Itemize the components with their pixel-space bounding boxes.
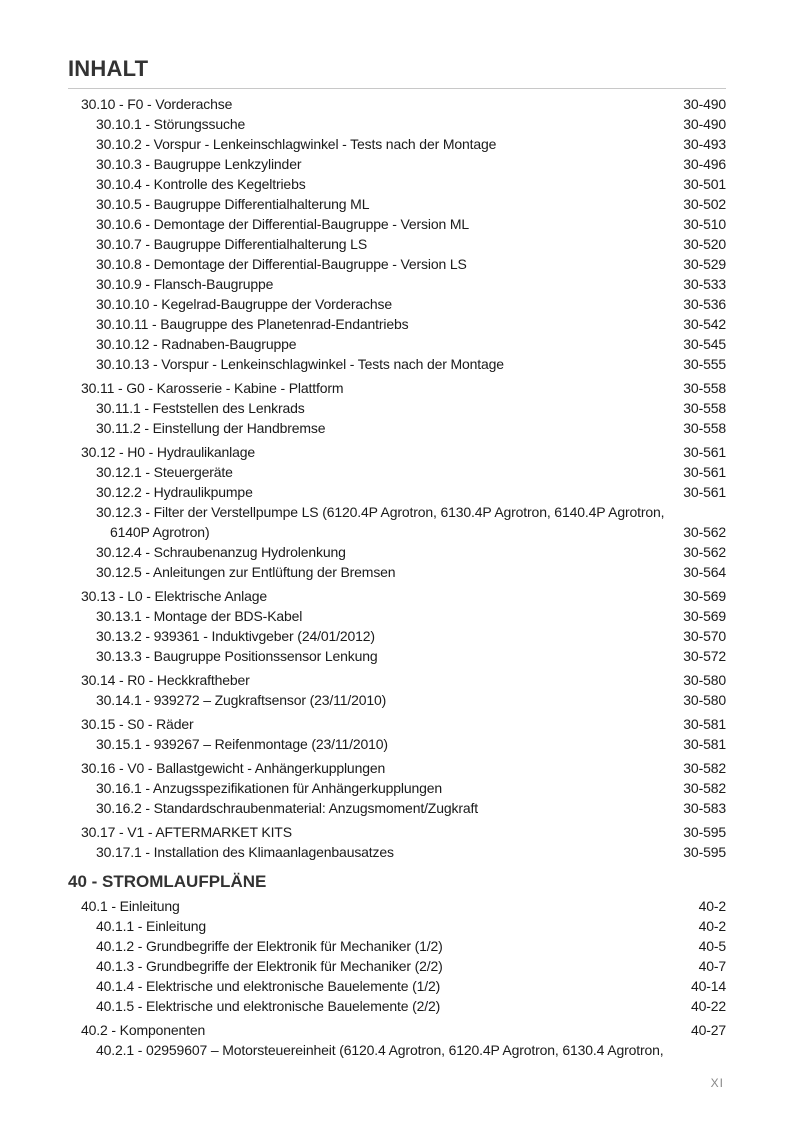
toc-entry-page: 30-582 bbox=[683, 760, 726, 776]
toc-entry-page: 30-562 bbox=[683, 524, 726, 540]
toc-entry[interactable] bbox=[0, 606, 794, 626]
toc-entry-title: 30.17 - V1 - AFTERMARKET KITS bbox=[81, 824, 292, 840]
toc-entry-title: 30.11.2 - Einstellung der Handbremse bbox=[96, 420, 326, 436]
toc-entry[interactable] bbox=[0, 798, 794, 818]
toc-entry-page: 40-2 bbox=[698, 918, 726, 934]
toc-entry[interactable] bbox=[0, 462, 794, 482]
toc-entry-title: 30.11.1 - Feststellen des Lenkrads bbox=[96, 400, 305, 416]
toc-entry-title: 30.10.8 - Demontage der Differential-Baugruppe - Version LS bbox=[96, 256, 467, 272]
toc-entry[interactable] bbox=[0, 690, 794, 710]
toc-entry-title: 30.10.9 - Flansch-Baugruppe bbox=[96, 276, 274, 292]
toc-entry-title: 30.10.4 - Kontrolle des Kegeltriebs bbox=[96, 176, 306, 192]
toc-entry[interactable] bbox=[0, 502, 794, 522]
toc-entry-title: 40.1.1 - Einleitung bbox=[96, 918, 207, 934]
toc-entry-title: 30.10.13 - Vorspur - Lenkeinschlagwinkel - Tests nach der Montage bbox=[96, 356, 504, 372]
toc-entry-title: 30.13.3 - Baugruppe Positionssensor Lenkung bbox=[96, 648, 378, 664]
toc-section-entry[interactable] bbox=[0, 714, 794, 734]
toc-entry[interactable] bbox=[0, 214, 794, 234]
toc-entry-page: 30-580 bbox=[683, 692, 726, 708]
toc-entry-page: 30-583 bbox=[683, 800, 726, 816]
toc-entry-page: 30-529 bbox=[683, 256, 726, 272]
toc-entry-page: 40-14 bbox=[690, 978, 726, 994]
toc-entry-title: 30.10.11 - Baugruppe des Planetenrad-Endantriebs bbox=[96, 316, 409, 332]
toc-entry-title: 30.12 - H0 - Hydraulikanlage bbox=[81, 444, 256, 460]
toc-entry-title: 40.1.4 - Elektrische und elektronische Bauelemente (1/2) bbox=[96, 978, 441, 994]
toc-entry-title: 30.13 - L0 - Elektrische Anlage bbox=[81, 588, 268, 604]
toc-entry-page: 30-570 bbox=[683, 628, 726, 644]
toc-entry[interactable] bbox=[0, 134, 794, 154]
toc-entry-page: 40-5 bbox=[698, 938, 726, 954]
toc-entry-page: 30-595 bbox=[683, 844, 726, 860]
toc-entry[interactable] bbox=[0, 956, 794, 976]
toc-entry-title: 30.16 - V0 - Ballastgewicht - Anhängerkupplungen bbox=[81, 760, 386, 776]
page-heading: INHALT bbox=[68, 56, 149, 81]
toc-entry-page: 30-555 bbox=[683, 356, 726, 372]
toc-entry-page: 40-22 bbox=[690, 998, 726, 1014]
toc-entry-title: 30.10.1 - Störungssuche bbox=[96, 116, 246, 132]
toc-section-entry[interactable] bbox=[0, 896, 794, 916]
toc-entry-title: 30.12.1 - Steuergeräte bbox=[96, 464, 233, 480]
toc-entry-page: 30-501 bbox=[683, 176, 726, 192]
toc-entry-title: 40.1.2 - Grundbegriffe der Elektronik für Mechaniker (1/2) bbox=[96, 938, 443, 954]
toc-entry-title: 30.13.2 - 939361 - Induktivgeber (24/01/2012) bbox=[96, 628, 375, 644]
toc-entry[interactable] bbox=[0, 734, 794, 754]
toc-entry[interactable] bbox=[0, 294, 794, 314]
heading-divider bbox=[68, 88, 726, 89]
toc-entry-page: 30-542 bbox=[683, 316, 726, 332]
toc-entry-title: 30.16.1 - Anzugsspezifikationen für Anhängerkupplungen bbox=[96, 780, 443, 796]
toc-entry[interactable] bbox=[0, 174, 794, 194]
toc-entry-page: 30-569 bbox=[683, 608, 726, 624]
toc-entry-page: 30-572 bbox=[683, 648, 726, 664]
toc-entry-page: 30-564 bbox=[683, 564, 726, 580]
toc-entry-page: 30-580 bbox=[683, 672, 726, 688]
toc-entry-page: 30-569 bbox=[683, 588, 726, 604]
toc-entry-title: 30.10.6 - Demontage der Differential-Baugruppe - Version ML bbox=[96, 216, 469, 232]
toc-entry-page: 30-595 bbox=[683, 824, 726, 840]
toc-entry-title: 30.12.3 - Filter der Verstellpumpe LS (6120.4P Agrotron, 6130.4P Agrotron, 6140.4P Agrotron, bbox=[96, 504, 665, 520]
toc-entry-page: 30-561 bbox=[683, 464, 726, 480]
toc-entry-title: 6140P Agrotron) bbox=[110, 524, 210, 540]
toc-entry[interactable] bbox=[0, 996, 794, 1016]
toc-entry-page: 30-493 bbox=[683, 136, 726, 152]
toc-section-entry[interactable] bbox=[0, 378, 794, 398]
toc-entry[interactable] bbox=[0, 646, 794, 666]
toc-entry-title: 30.14 - R0 - Heckkraftheber bbox=[81, 672, 250, 688]
toc-entry-title: 30.12.2 - Hydraulikpumpe bbox=[96, 484, 253, 500]
toc-entry-page: 30-562 bbox=[683, 544, 726, 560]
toc-entry-page: 30-581 bbox=[683, 736, 726, 752]
toc-entry-title: 30.14.1 - 939272 – Zugkraftsensor (23/11/2010) bbox=[96, 692, 387, 708]
toc-entry-page: 30-582 bbox=[683, 780, 726, 796]
toc-entry[interactable] bbox=[0, 778, 794, 798]
toc-entry[interactable] bbox=[0, 334, 794, 354]
toc-entry-title: 30.15.1 - 939267 – Reifenmontage (23/11/2010) bbox=[96, 736, 388, 752]
toc-entry-title: 40.1 - Einleitung bbox=[81, 898, 180, 914]
toc-entry[interactable] bbox=[0, 542, 794, 562]
toc-section-entry[interactable] bbox=[0, 822, 794, 842]
toc-entry-page: 30-558 bbox=[683, 400, 726, 416]
toc-entry-title: 30.10.2 - Vorspur - Lenkeinschlagwinkel - Tests nach der Montage bbox=[96, 136, 497, 152]
toc-section-entry[interactable] bbox=[0, 670, 794, 690]
toc-entry-page: 30-490 bbox=[683, 96, 726, 112]
toc-entry-title: 30.15 - S0 - Räder bbox=[81, 716, 194, 732]
toc-entry[interactable] bbox=[0, 626, 794, 646]
toc-entry-title: 40.2.1 - 02959607 – Motorsteuereinheit (6120.4 Agrotron, 6120.4P Agrotron, 6130.4 Agrotron, bbox=[96, 1042, 664, 1058]
toc-entry[interactable] bbox=[0, 354, 794, 374]
toc-entry-title: 30.17.1 - Installation des Klimaanlagenbausatzes bbox=[96, 844, 394, 860]
toc-entry-page: 40-7 bbox=[698, 958, 726, 974]
toc-entry-title: 30.13.1 - Montage der BDS-Kabel bbox=[96, 608, 303, 624]
toc-entry[interactable] bbox=[0, 194, 794, 214]
toc-entry-page: 30-496 bbox=[683, 156, 726, 172]
toc-entry-page: 30-545 bbox=[683, 336, 726, 352]
toc-entry[interactable] bbox=[0, 916, 794, 936]
toc-entry[interactable] bbox=[0, 1040, 794, 1060]
toc-entry[interactable] bbox=[0, 562, 794, 582]
toc-section-entry[interactable] bbox=[0, 1020, 794, 1040]
toc-entry[interactable] bbox=[0, 936, 794, 956]
chapter-heading bbox=[0, 868, 794, 896]
chapter-title: 40 - STROMLAUFPLÄNE bbox=[68, 872, 267, 891]
toc-entry[interactable] bbox=[0, 254, 794, 274]
toc-section-entry[interactable] bbox=[0, 442, 794, 462]
toc-entry-title: 40.1.5 - Elektrische und elektronische Bauelemente (2/2) bbox=[96, 998, 441, 1014]
toc-entry[interactable] bbox=[0, 418, 794, 438]
toc-entry-page: 30-520 bbox=[683, 236, 726, 252]
toc-entry-title: 40.1.3 - Grundbegriffe der Elektronik für Mechaniker (2/2) bbox=[96, 958, 443, 974]
toc-entry[interactable] bbox=[0, 234, 794, 254]
toc-entry[interactable] bbox=[0, 114, 794, 134]
toc-entry-page: 30-581 bbox=[683, 716, 726, 732]
toc-entry-page: 30-558 bbox=[683, 380, 726, 396]
toc-entry-title: 30.12.5 - Anleitungen zur Entlüftung der Bremsen bbox=[96, 564, 396, 580]
table-of-contents bbox=[0, 94, 794, 1060]
toc-entry-title: 30.11 - G0 - Karosserie - Kabine - Plattform bbox=[81, 380, 344, 396]
toc-entry-title: 30.10.7 - Baugruppe Differentialhalterung LS bbox=[96, 236, 368, 252]
toc-entry-page: 40-27 bbox=[690, 1022, 726, 1038]
toc-entry-page: 30-561 bbox=[683, 484, 726, 500]
toc-entry-title: 40.2 - Komponenten bbox=[81, 1022, 206, 1038]
toc-entry[interactable] bbox=[0, 274, 794, 294]
toc-entry-title: 30.10.10 - Kegelrad-Baugruppe der Vorderachse bbox=[96, 296, 393, 312]
toc-entry[interactable] bbox=[0, 154, 794, 174]
toc-entry[interactable] bbox=[0, 398, 794, 418]
toc-entry-title: 30.16.2 - Standardschraubenmaterial: Anzugsmoment/Zugkraft bbox=[96, 800, 478, 816]
toc-entry[interactable] bbox=[0, 482, 794, 502]
toc-entry[interactable] bbox=[0, 976, 794, 996]
toc-entry-page: 30-490 bbox=[683, 116, 726, 132]
toc-section-entry[interactable] bbox=[0, 758, 794, 778]
toc-entry-page: 30-510 bbox=[683, 216, 726, 232]
toc-entry[interactable] bbox=[0, 522, 794, 542]
toc-entry-title: 30.10.3 - Baugruppe Lenkzylinder bbox=[96, 156, 302, 172]
toc-section-entry[interactable] bbox=[0, 586, 794, 606]
toc-entry-page: 30-533 bbox=[683, 276, 726, 292]
toc-entry-page: 40-2 bbox=[698, 898, 726, 914]
toc-entry-title: 30.10.12 - Radnaben-Baugruppe bbox=[96, 336, 297, 352]
page-number: XI bbox=[710, 1076, 724, 1090]
toc-entry-title: 30.12.4 - Schraubenanzug Hydrolenkung bbox=[96, 544, 346, 560]
toc-entry[interactable] bbox=[0, 314, 794, 334]
toc-entry-title: 30.10.5 - Baugruppe Differentialhalterung ML bbox=[96, 196, 370, 212]
toc-entry[interactable] bbox=[0, 842, 794, 862]
toc-entry-title: 30.10 - F0 - Vorderachse bbox=[81, 96, 233, 112]
toc-entry-page: 30-502 bbox=[683, 196, 726, 212]
toc-entry-page: 30-558 bbox=[683, 420, 726, 436]
toc-entry-page: 30-561 bbox=[683, 444, 726, 460]
toc-section-entry[interactable] bbox=[0, 94, 794, 114]
toc-entry-page: 30-536 bbox=[683, 296, 726, 312]
